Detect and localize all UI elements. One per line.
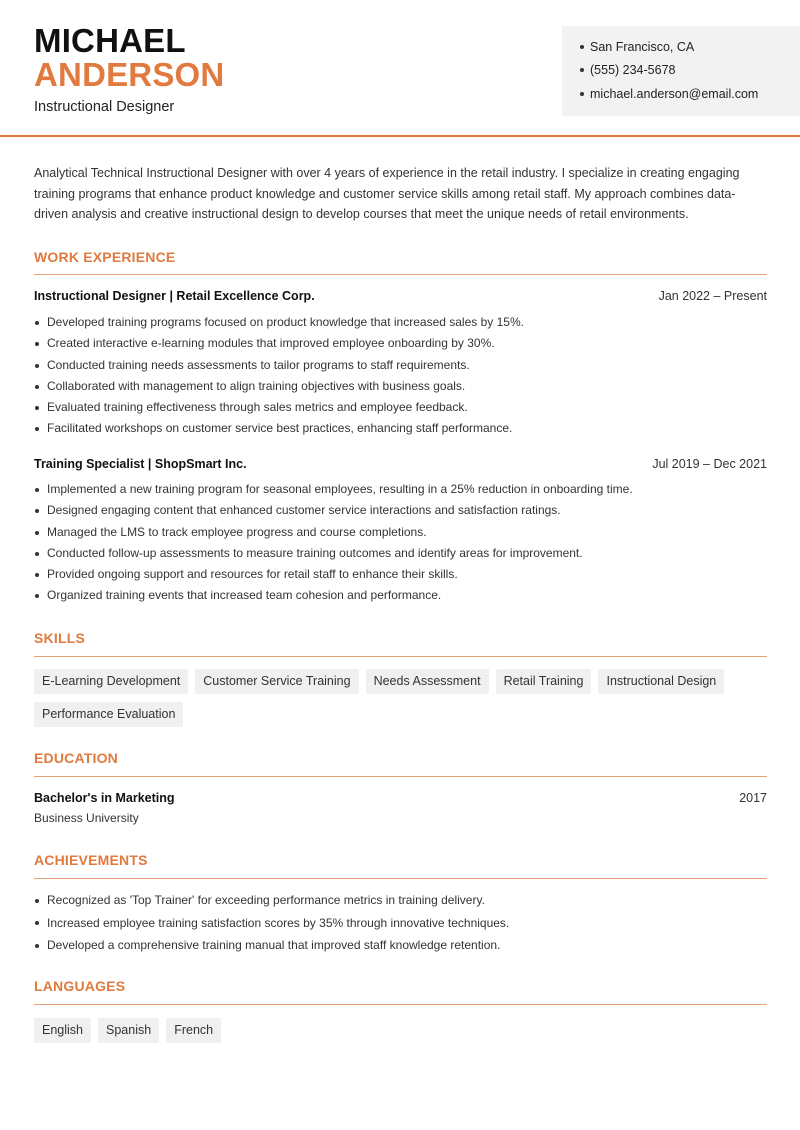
job-header bbox=[34, 289, 767, 303]
summary: Analytical Technical Instructional Designer with over 4 years of experience in the retail industry. I specialize in creating engaging training programs that enhance product knowledge and customer service skills among retail staff. My approach combines data-driven analysis and creative instructional design to develop courses that meet the unique needs of retail environments. bbox=[34, 166, 740, 221]
section-title-achievements: ACHIEVEMENTS bbox=[34, 852, 148, 868]
last-name: ANDERSON bbox=[34, 56, 225, 93]
section-title-education: EDUCATION bbox=[34, 750, 118, 766]
languages-list bbox=[34, 1018, 774, 1043]
job-bullets bbox=[34, 312, 769, 440]
list-item: Managed the LMS to track employee progress and course completions. bbox=[34, 522, 769, 543]
list-item: Developed a comprehensive training manual that improved staff knowledge retention. bbox=[34, 934, 769, 957]
skill-chip: Performance Evaluation bbox=[34, 702, 183, 727]
contact-location bbox=[580, 40, 694, 54]
job-title: Instructional Designer bbox=[34, 99, 175, 115]
list-item: Organized training events that increased team cohesion and performance. bbox=[34, 585, 769, 606]
contact-email bbox=[580, 87, 758, 101]
list-item: Conducted follow-up assessments to measure training outcomes and identify areas for improvement. bbox=[34, 543, 769, 564]
contact-location-text: San Francisco, CA bbox=[590, 40, 695, 54]
list-item: Collaborated with management to align training objectives with business goals. bbox=[34, 376, 769, 397]
job-dates: Jul 2019 – Dec 2021 bbox=[652, 457, 767, 471]
section-title-work: WORK EXPERIENCE bbox=[34, 249, 176, 265]
bullet-dot-icon bbox=[580, 68, 584, 72]
job-role: Instructional Designer | Retail Excellence Corp. bbox=[34, 289, 315, 303]
contact-phone bbox=[580, 63, 675, 77]
education-degree: Bachelor's in Marketing bbox=[34, 791, 175, 805]
section-title-languages: LANGUAGES bbox=[34, 978, 126, 994]
contact-email-text: michael.anderson@email.com bbox=[590, 87, 759, 101]
contact-box bbox=[562, 26, 800, 116]
list-item: Recognized as 'Top Trainer' for exceeding performance metrics in training delivery. bbox=[34, 889, 769, 912]
education-school: Business University bbox=[34, 811, 139, 825]
list-item: Facilitated workshops on customer service best practices, enhancing staff performance. bbox=[34, 418, 769, 439]
list-item: Implemented a new training program for seasonal employees, resulting in a 25% reduction in onboarding time. bbox=[34, 479, 769, 500]
job-role: Training Specialist | ShopSmart Inc. bbox=[34, 457, 247, 471]
resume-header bbox=[0, 0, 800, 137]
skills-list bbox=[34, 669, 774, 727]
bullet-dot-icon bbox=[580, 92, 584, 96]
list-item: Provided ongoing support and resources for retail staff to enhance their skills. bbox=[34, 564, 769, 585]
list-item: Developed training programs focused on product knowledge that increased sales by 15%. bbox=[34, 312, 769, 333]
list-item: Created interactive e-learning modules that improved employee onboarding by 30%. bbox=[34, 333, 769, 354]
job-dates: Jan 2022 – Present bbox=[658, 289, 767, 303]
language-chip: Spanish bbox=[98, 1018, 159, 1043]
skill-chip: Needs Assessment bbox=[366, 669, 489, 694]
language-chip: English bbox=[34, 1018, 91, 1043]
skill-chip: E-Learning Development bbox=[34, 669, 188, 694]
achievements-list bbox=[34, 889, 769, 957]
first-name: MICHAEL bbox=[34, 22, 186, 59]
section-divider bbox=[34, 878, 767, 879]
section-divider bbox=[34, 1004, 767, 1005]
bullet-dot-icon bbox=[580, 45, 584, 49]
list-item: Increased employee training satisfaction scores by 35% through innovative techniques. bbox=[34, 912, 769, 935]
skill-chip: Retail Training bbox=[496, 669, 592, 694]
skill-chip: Instructional Design bbox=[598, 669, 724, 694]
section-divider bbox=[34, 274, 767, 275]
contact-phone-text: (555) 234-5678 bbox=[590, 63, 676, 77]
list-item: Evaluated training effectiveness through sales metrics and employee feedback. bbox=[34, 397, 769, 418]
list-item: Designed engaging content that enhanced customer service interactions and satisfaction ratings. bbox=[34, 500, 769, 521]
section-title-skills: SKILLS bbox=[34, 630, 85, 646]
list-item: Conducted training needs assessments to tailor programs to staff requirements. bbox=[34, 355, 769, 376]
job-bullets bbox=[34, 479, 769, 607]
section-divider bbox=[34, 776, 767, 777]
education-year: 2017 bbox=[739, 791, 767, 805]
job-header bbox=[34, 457, 767, 471]
language-chip: French bbox=[166, 1018, 221, 1043]
section-divider bbox=[34, 656, 767, 657]
skill-chip: Customer Service Training bbox=[195, 669, 358, 694]
